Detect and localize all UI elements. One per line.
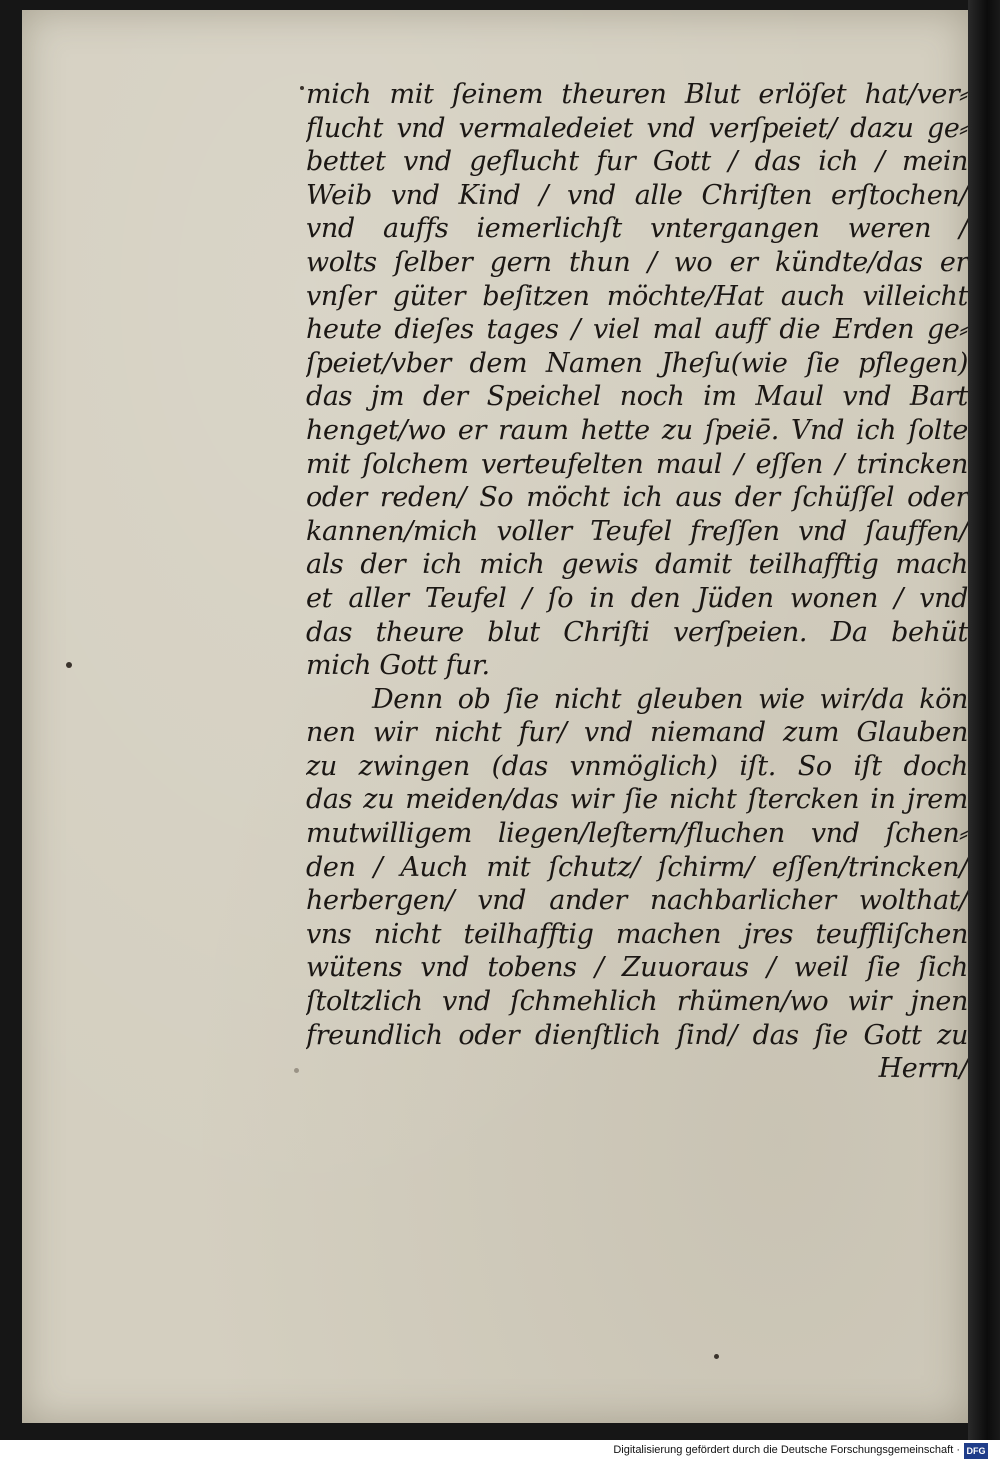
text-line: das jm der Speichel noch im Maul vnd Bart	[306, 381, 968, 413]
ink-speck	[66, 662, 72, 668]
paragraph-start-line: Denn ob ſie nicht gleuben wie wir/da kön	[372, 683, 968, 715]
text-line: flucht vnd vermaledeiet vnd verſpeiet/ dazu ge⸗	[306, 112, 968, 144]
text-line: vns nicht teilhafftig machen jres teuffliſchen	[306, 918, 968, 950]
text-line: ſtoltzlich vnd ſchmehlich rhümen/wo wir jnen	[306, 986, 968, 1018]
text-line: henget/wo er raum hette zu ſpeiē. Vnd ich ſolte	[306, 414, 968, 446]
text-line: vnd auffs iemerlichſt vntergangen weren /	[306, 213, 968, 245]
text-line: zu zwingen (das vnmöglich) iſt. So iſt doch	[306, 750, 968, 782]
text-line: nen wir nicht fur/ vnd niemand zum Glauben	[306, 717, 968, 749]
ink-speck	[714, 1354, 719, 1359]
text-line: vnſer güter beſitzen möchte/Hat auch villeicht	[306, 280, 968, 312]
text-line: das zu meiden/das wir ſie nicht ſtercken in jrem	[306, 784, 968, 816]
funding-notice: Digitalisierung gefördert durch die Deutsche Forschungsgemeinschaft ·	[613, 1444, 960, 1456]
text-line: wolts ſelber gern thun / wo er kündte/das er	[306, 246, 968, 278]
text-line: freundlich oder dienſtlich ſind/ das ſie Gott zu	[306, 1019, 968, 1051]
text-line: mich Gott fur.	[306, 650, 490, 682]
text-line: den / Auch mit ſchutz/ ſchirm/ eſſen/trincken/	[306, 851, 968, 883]
text-line: wütens vnd tobens / Zuuoraus / weil ſie ſich	[306, 952, 968, 984]
catchword: Herrn/	[878, 1053, 968, 1085]
dfg-logo-icon: DFG	[964, 1443, 988, 1459]
text-line: mit ſolchem verteufelten maul / eſſen / trincken	[306, 448, 968, 480]
text-line: bettet vnd geflucht fur Gott / das ich / mein	[306, 146, 968, 178]
text-line: als der ich mich gewis damit teilhafftig mach	[306, 549, 968, 581]
ink-speck	[294, 1068, 299, 1073]
body-text	[306, 78, 968, 1086]
text-line: heute dieſes tages / viel mal auff die Erden ge⸗	[306, 314, 968, 346]
text-line: et aller Teufel / ſo in den Jüden wonen / vnd	[306, 582, 968, 614]
text-line: das theure blut Chriſti verſpeien. Da behüt	[306, 616, 968, 648]
footer-bar	[0, 1440, 1000, 1464]
text-line: kannen/mich voller Teufel freſſen vnd ſauffen/	[306, 515, 968, 547]
text-line: mutwilligem liegen/leſtern/fluchen vnd ſchen⸗	[306, 818, 968, 850]
text-line: Weib vnd Kind / vnd alle Chriſten erſtochen/	[306, 179, 968, 211]
text-line: mich mit ſeinem theuren Blut erlöſet hat/ver⸗	[306, 79, 968, 110]
ink-speck	[300, 86, 304, 90]
scanner-edge	[968, 0, 1000, 1440]
text-line: oder reden/ So möcht ich aus der ſchüſſel oder	[306, 482, 968, 514]
text-line: herbergen/ vnd ander nachbarlicher wolthat/	[306, 885, 968, 917]
text-line: ſpeiet/vber dem Namen Jheſu(wie ſie pflegen)	[306, 347, 968, 379]
